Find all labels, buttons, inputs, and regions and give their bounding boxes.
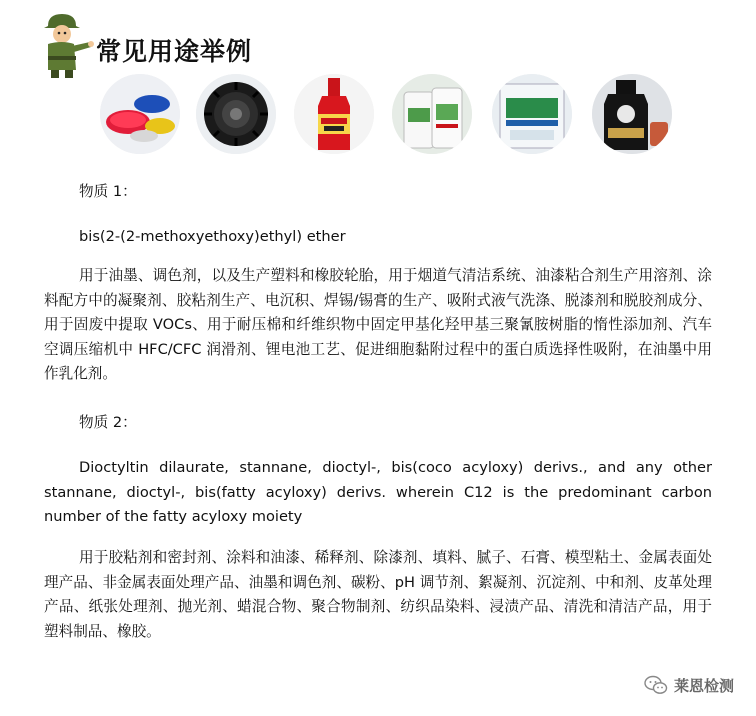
watermark-text: 莱恩检测: [673, 676, 734, 695]
substance-2-name: Dioctyltin dilaurate, stannane, dioctyl-, bis(coco acyloxy) derivs., and any other stannane, dioctyl-, bis(fatty acyloxy) derivs. wherein C12 is the predominant carbon number of the fatty acyloxy moiety: [44, 459, 712, 525]
substance-2-uses: 用于胶粘剂和密封剂、涂料和油漆、稀释剂、除漆剂、填料、腻子、石膏、模型粘土、金属表面处理产品、非金属表面处理产品、油墨和调色剂、碳粉、pH 调节剂、絮凝剂、沉淀剂、中和剂、皮革处理产品、纸张处理剂、抛光剂、蜡混合物、聚合物制剂、纺织品染料、浸渍产品、清洗和清洁产品，用于塑料制品、橡胶。: [44, 549, 712, 640]
wechat-watermark: [644, 672, 734, 698]
section-header: [34, 12, 434, 82]
page-title: 常见用途举例: [96, 37, 253, 66]
substance-1-uses: 用于油墨、调色剂，以及生产塑料和橡胶轮胎，用于烟道气清洁系统、油漆粘合剂生产用溶剂、涂料配方中的凝聚剂、胶粘剂生产、电沉积、焊锡/锡膏的生产、吸附式液气洗涤、脱漆剂和脱胶剂成分、用于固废中提取 VOCs、用于耐压棉和纤维织物中固定甲基化羟甲基三聚氰胺树脂的惰性添加剂、汽车空调压缩机中 HFC/CFC 润滑剂、锂电池工艺、促进细胞黏附过程中的蛋白质选择性吸附，在油墨中用作乳化剂。: [44, 267, 712, 382]
substance-1-name: bis(2-(2-methoxyethoxy)ethyl) ether: [79, 228, 346, 245]
rubber-tire-icon: [196, 74, 276, 154]
ink-paint-cans-icon: [100, 74, 180, 154]
loctite-bottle-icon: [294, 74, 374, 154]
substance-2-label: 物质 2：: [79, 414, 137, 431]
chemical-bottle-icon: [392, 74, 472, 154]
car-care-bottle-icon: [592, 74, 672, 154]
wechat-icon: [644, 674, 668, 696]
usage-thumbnails: [100, 74, 700, 156]
substance-1-label: 物质 1：: [79, 183, 137, 200]
soldier-mascot-icon: [34, 12, 94, 78]
emulsion-canister-icon: [492, 74, 572, 154]
